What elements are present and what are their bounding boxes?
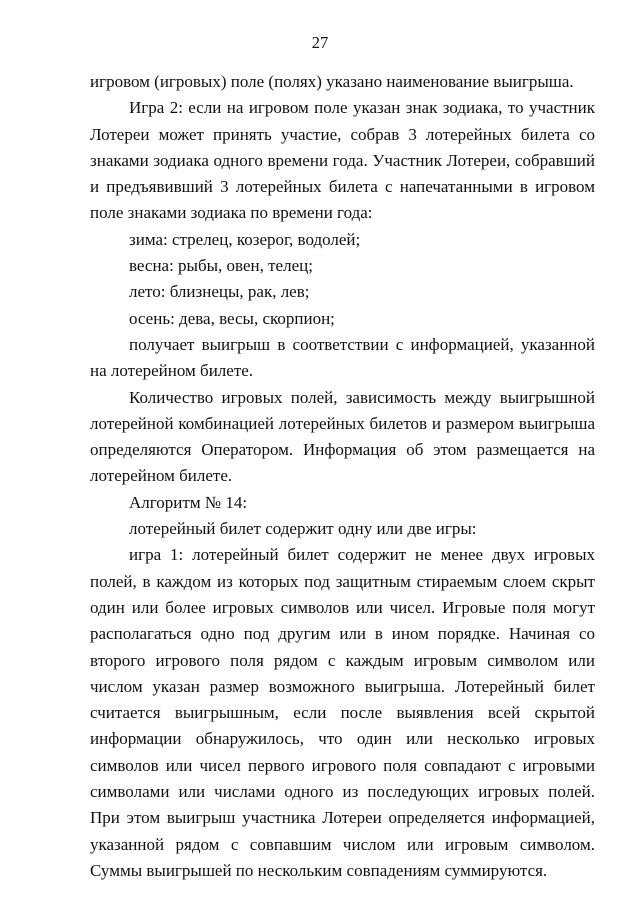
paragraph-ticket-games: лотерейный билет содержит одну или две игры: xyxy=(129,519,477,539)
paragraph-continuation: игровом (игровых) поле (полях) указано наименование выигрыша. xyxy=(90,72,574,91)
paragraph-game-1: игра 1: лотерейный билет содержит не менее двух игровых полей, в каждом из которых под защитным стираемым слоем скрыт один или более игровых символов или чисел. Игровые поля могут располагаться одно под другим или в ином порядке. Начиная со второго игрового поля рядом с каждым игровым символом или числом указан размер возможного выигрыша. Лотерейный билет считается выигрышным, если после выявления всей скрытой информации обнаружилось, что один или несколько игровых символов или чисел первого игрового поля совпадают с игровыми символами или числами одного из последующих игровых полей. При этом выигрыш участника Лотереи определяется информацией, указанной рядом с совпавшим числом или игровым символом. Суммы выигрышей по нескольким совпадениям суммируются. xyxy=(90,545,595,880)
list-item-summer: лето: близнецы, рак, лев; xyxy=(129,282,310,302)
page-number: 27 xyxy=(311,33,329,52)
list-item-spring: весна: рыбы, овен, телец; xyxy=(129,256,313,276)
list-item-autumn: осень: дева, весы, скорпион; xyxy=(129,308,335,328)
paragraph-game-fields: Количество игровых полей, зависимость между выигрышной лотерейной комбинацией лотерейных билетов и размером выигрыша определяются Оператором. Информация об этом размещается на лотерейном билете. xyxy=(90,387,595,486)
document-body xyxy=(90,69,595,884)
paragraph-prize-info: получает выигрыш в соответствии с информацией, указанной на лотерейном билете. xyxy=(90,334,595,381)
paragraph-game-2: Игра 2: если на игровом поле указан знак зодиака, то участник Лотереи может принять участие, собрав 3 лотерейных билета со знаками зодиака одного времени года. Участник Лотереи, собравший и предъявивший 3 лотерейных билета с напечатанными в игровом поле знаками зодиака по времени года: xyxy=(90,98,595,223)
list-item-winter: зима: стрелец, козерог, водолей; xyxy=(129,229,361,249)
algorithm-heading: Алгоритм № 14: xyxy=(129,492,248,512)
